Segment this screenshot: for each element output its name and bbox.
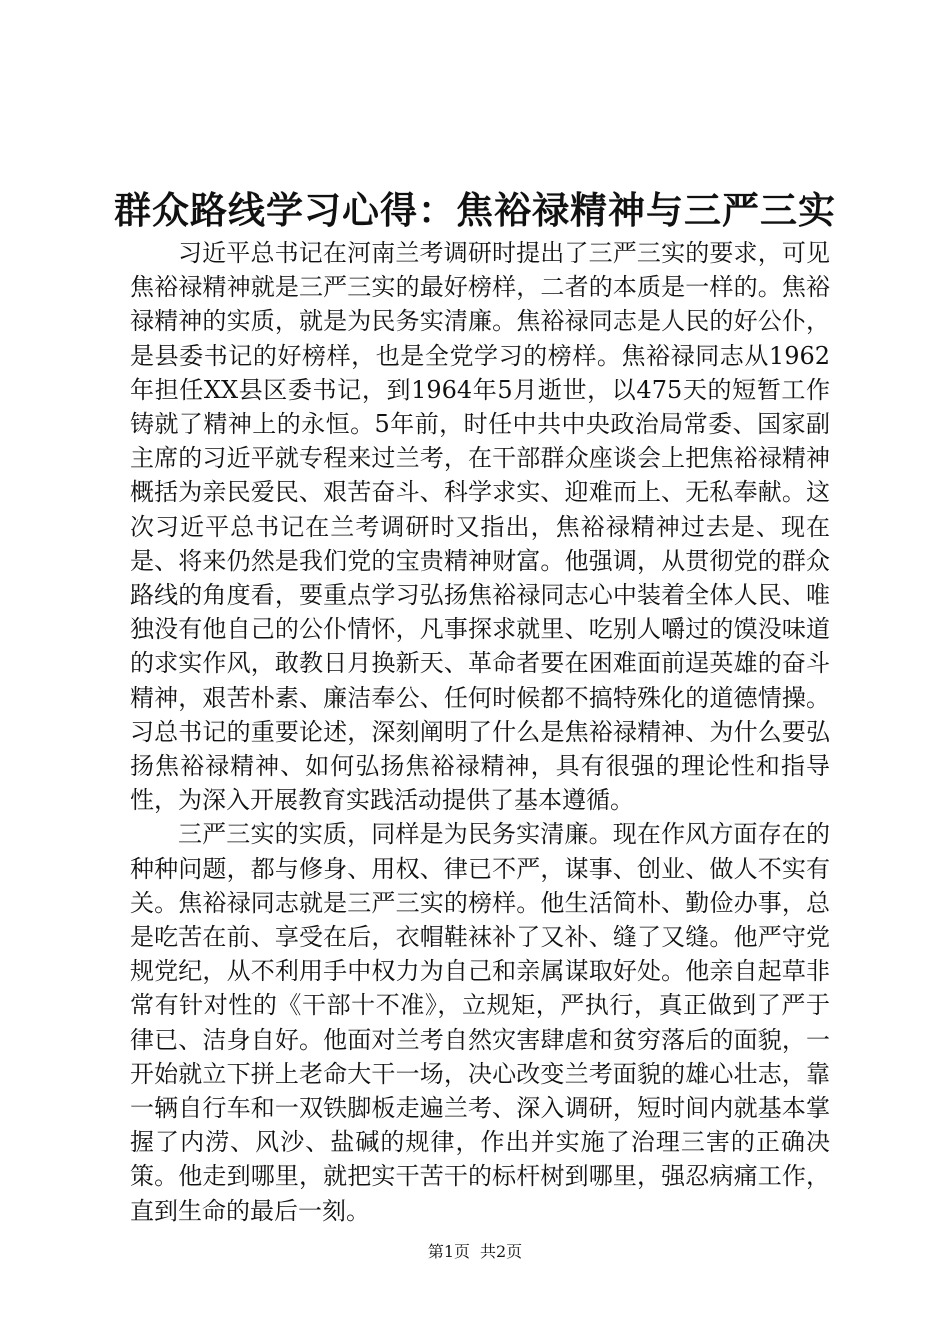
- paragraph-2: 三严三实的实质，同样是为民务实清廉。现在作风方面存在的种种问题，都与修身、用权、律已不严，谋事、创业、做人不实有关。焦裕禄同志就是三严三实的榜样。他生活简朴、勤俭办事，总是吃苦在前、享受在后，衣帽鞋袜补了又补、缝了又缝。他严守党规党纪，从不利用手中权力为自己和亲属谋取好处。他亲自起草非常有针对性的《干部十不准》，立规矩，严执行，真正做到了严于律已、洁身自好。他面对兰考自然灾害肆虐和贫穷落后的面貌，一开始就立下拼上老命大干一场，决心改变兰考面貌的雄心壮志，靠一辆自行车和一双铁脚板走遍兰考、深入调研，短时间内就基本掌握了内涝、风沙、盐碱的规律，作出并实施了治理三害的正确决策。他走到哪里，就把实干苦干的标杆树到哪里，强忍病痛工作，直到生命的最后一刻。: [130, 820, 830, 1225]
- document-title: 群众路线学习心得：焦裕禄精神与三严三实: [114, 189, 836, 232]
- page-footer: [0, 1240, 950, 1264]
- page-number: 第1页: [427, 1242, 470, 1261]
- document-body: [130, 236, 830, 1228]
- paragraph-1: 习近平总书记在河南兰考调研时提出了三严三实的要求，可见焦裕禄精神就是三严三实的最好榜样，二者的本质是一样的。焦裕禄精神的实质，就是为民务实清廉。焦裕禄同志是人民的好公仆，是县委书记的好榜样，也是全党学习的榜样。焦裕禄同志从1962年担任XX县区委书记，到1964年5月逝世，以475天的短暂工作铸就了精神上的永恒。5年前，时任中共中央政治局常委、国家副主席的习近平就专程来过兰考，在干部群众座谈会上把焦裕禄精神概括为亲民爱民、艰苦奋斗、科学求实、迎难而上、无私奉献。这次习近平总书记在兰考调研时又指出，焦裕禄精神过去是、现在是、将来仍然是我们党的宝贵精神财富。他强调，从贯彻党的群众路线的角度看，要重点学习弘扬焦裕禄同志心中装着全体人民、唯独没有他自己的公仆情怀，凡事探求就里、吃别人嚼过的馍没味道的求实作风，敢教日月换新天、革命者要在困难面前逞英雄的奋斗精神，艰苦朴素、廉洁奉公、任何时候都不搞特殊化的道德情操。习总书记的重要论述，深刻阐明了什么是焦裕禄精神、为什么要弘扬焦裕禄精神、如何弘扬焦裕禄精神，具有很强的理论性和指导性，为深入开展教育实践活动提供了基本遵循。: [130, 239, 830, 815]
- page-total: 共2页: [480, 1242, 523, 1261]
